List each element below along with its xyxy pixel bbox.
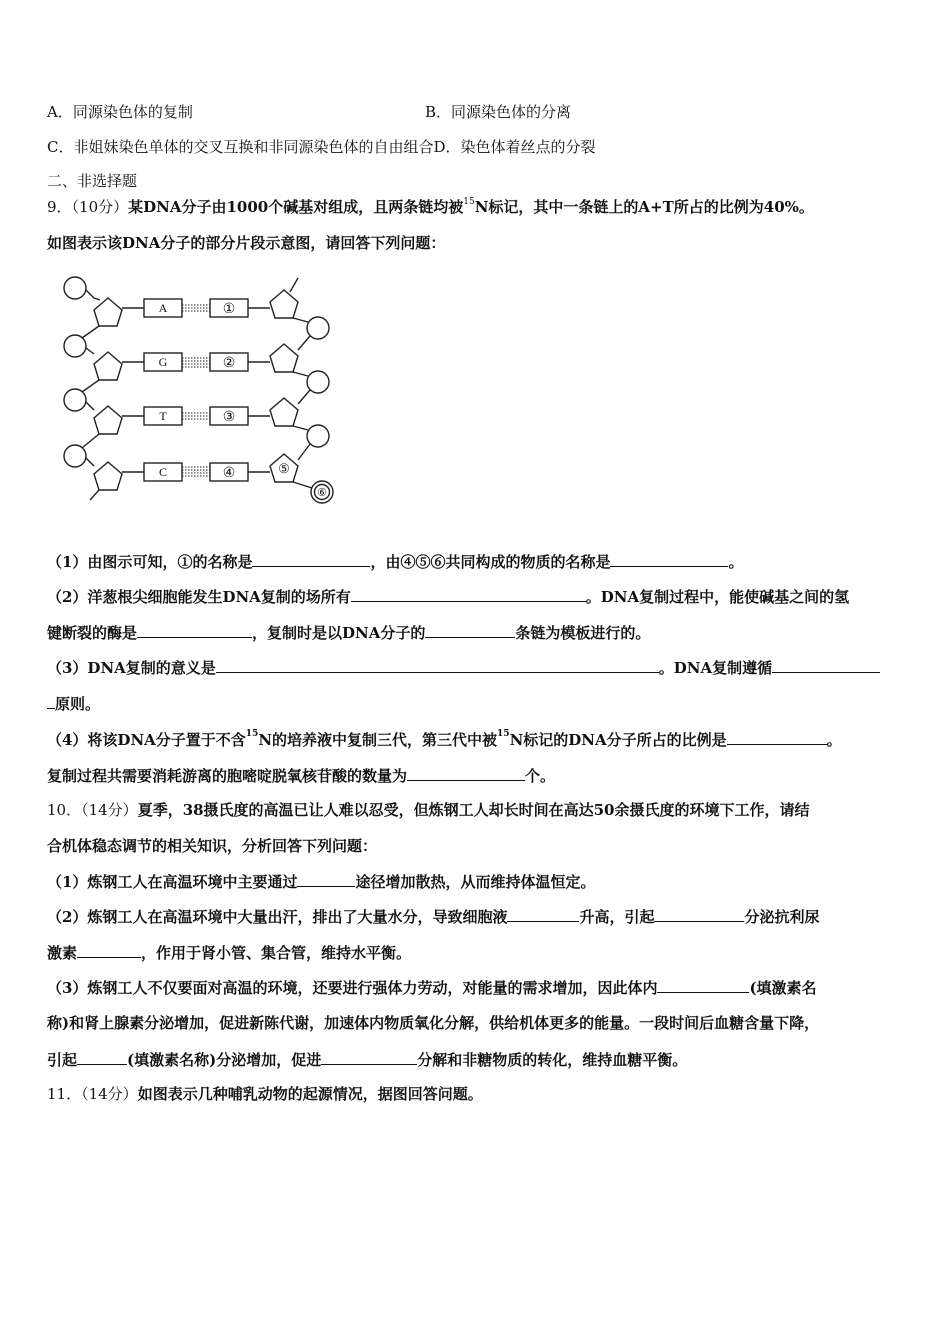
- sugar-pentagon: [94, 462, 122, 490]
- q9-part-1: （1）由图示可知，①的名称是 ，由④⑤⑥共同构成的物质的名称是 。: [47, 553, 744, 571]
- phosphate-circle: [307, 371, 329, 393]
- q10-part-3-line-2: 称)和肾上腺素分泌增加，促进新陈代谢，加速体内物质氧化分解，供给机体更多的能量。一段时间后血糖含量下降，: [47, 1014, 820, 1032]
- answer-blank[interactable]: [727, 729, 827, 745]
- phosphate-circle: [64, 277, 86, 299]
- q10-part-2-line-1: （2）炼钢工人在高温环境中大量出汗，排出了大量水分，导致细胞液 升高，引起 分泌抗利尿: [47, 908, 820, 926]
- base-label-a: A: [158, 301, 168, 315]
- q10-part-3-line-3: 引起 (填激素名称)分泌增加，促进 分解和非糖物质的转化，维持血糖平衡。: [47, 1051, 688, 1069]
- base-label-c: C: [158, 465, 168, 479]
- q10-stem-line-2: 合机体稳态调节的相关知识，分析回答下列问题：: [47, 837, 378, 855]
- option-a: A．同源染色体的复制: [47, 103, 193, 121]
- label-4: ④: [222, 466, 236, 481]
- q9-stem-2: N标记，其中一条链上的A+T所占的比例为40%。: [474, 198, 814, 216]
- q10-part-2-line-2: 激素 ，作用于肾小管、集合管，维持水平衡。: [47, 944, 412, 962]
- q9-stem-1: 某DNA分子由1000个碱基对组成，且两条链均被: [128, 198, 464, 216]
- q10-part-3-line-1: （3）炼钢工人不仅要面对高温的环境，还要进行强体力劳动，对能量的需求增加，因此体内 (填激素名: [47, 979, 817, 997]
- answer-blank[interactable]: [321, 1049, 417, 1065]
- answer-blank[interactable]: [77, 1049, 127, 1065]
- sugar-pentagon: [270, 290, 298, 318]
- sugar-pentagon: [94, 406, 122, 434]
- option-d: D．染色体着丝点的分裂: [433, 138, 596, 156]
- answer-blank[interactable]: [657, 977, 749, 993]
- q11-number: 11．（14分）: [47, 1085, 138, 1103]
- sugar-pentagon: [270, 344, 298, 372]
- isotope-superscript: 15: [245, 729, 259, 739]
- q9-stem-3: 如图表示该DNA分子的部分片段示意图，请回答下列问题：: [47, 234, 446, 252]
- q9-part-2-line-2: 键断裂的酶是 ，复制时是以DNA分子的 条链为模板进行的。: [47, 624, 651, 642]
- answer-blank[interactable]: [216, 657, 659, 673]
- q9-part-2-line-1: （2）洋葱根尖细胞能发生DNA复制的场所有 。DNA复制过程中，能使碱基之间的氢: [47, 588, 850, 606]
- q9-number: 9．（10分）: [47, 198, 129, 216]
- q9-part-4-line-2: 复制过程共需要消耗游离的胞嘧啶脱氧核苷酸的数量为 个。: [47, 767, 556, 785]
- answer-blank[interactable]: [425, 622, 515, 638]
- option-c: C．非姐妹染色单体的交叉互换和非同源染色体的自由组合: [47, 138, 434, 156]
- base-label-g: G: [158, 355, 168, 369]
- answer-blank[interactable]: [77, 942, 141, 958]
- hydrogen-bonds: [182, 305, 210, 311]
- hydrogen-bonds: [182, 413, 210, 419]
- isotope-superscript: 15: [497, 729, 510, 739]
- answer-blank[interactable]: [772, 657, 880, 673]
- q10-number: 10．（14分）: [47, 801, 138, 819]
- answer-blank[interactable]: [252, 551, 370, 567]
- q10-part-1: （1）炼钢工人在高温环境中主要通过 途径增加散热，从而维持体温恒定。: [47, 873, 596, 891]
- sugar-pentagon: [270, 398, 298, 426]
- q9-part-3-line-2: 原则。: [47, 693, 100, 714]
- base-label-t: T: [159, 409, 167, 423]
- option-a-line: [47, 102, 572, 122]
- hydrogen-bonds: [182, 467, 210, 476]
- label-6: ⑥: [317, 487, 327, 499]
- answer-blank[interactable]: [137, 622, 252, 638]
- dna-structure-figure: [60, 270, 345, 515]
- option-b: B．同源染色体的分离: [425, 103, 572, 121]
- q9-part-4-line-1: （4）将该DNA分子置于不含$^{15}$N的培养液中复制三代，第三代中被$^{15}$N标记的DNA分子所占的比例是 。: [47, 729, 842, 749]
- phosphate-circle: [307, 317, 329, 339]
- answer-blank[interactable]: [351, 586, 586, 602]
- label-5: ⑤: [278, 461, 290, 476]
- label-3: ③: [222, 410, 236, 425]
- answer-blank[interactable]: [507, 906, 579, 922]
- q10-stem-line-1: 10．（14分）夏季，38摄氏度的高温已让人难以忍受，但炼钢工人却长时间在高达50余摄氏度的环境下工作，请结: [47, 801, 810, 819]
- isotope-superscript: 15: [463, 197, 475, 207]
- label-1: ①: [222, 302, 236, 317]
- phosphate-circle: [307, 425, 329, 447]
- answer-blank[interactable]: [297, 871, 355, 887]
- hydrogen-bonds: [182, 358, 210, 367]
- q11-stem: 11．（14分）如图表示几种哺乳动物的起源情况，据图回答问题。: [47, 1085, 483, 1103]
- answer-blank[interactable]: [47, 693, 55, 709]
- option-cd-line: [47, 137, 596, 157]
- q9-stem-line-1: [47, 197, 814, 217]
- section-title: 二、非选择题: [47, 172, 138, 190]
- label-2: ②: [222, 356, 236, 371]
- sugar-pentagon: [94, 352, 122, 380]
- q9-part-3-line-1: （3）DNA复制的意义是 。DNA复制遵循: [47, 657, 880, 678]
- sugar-pentagon: [94, 298, 122, 326]
- answer-blank[interactable]: [610, 551, 728, 567]
- answer-blank[interactable]: [654, 906, 744, 922]
- answer-blank[interactable]: [407, 765, 525, 781]
